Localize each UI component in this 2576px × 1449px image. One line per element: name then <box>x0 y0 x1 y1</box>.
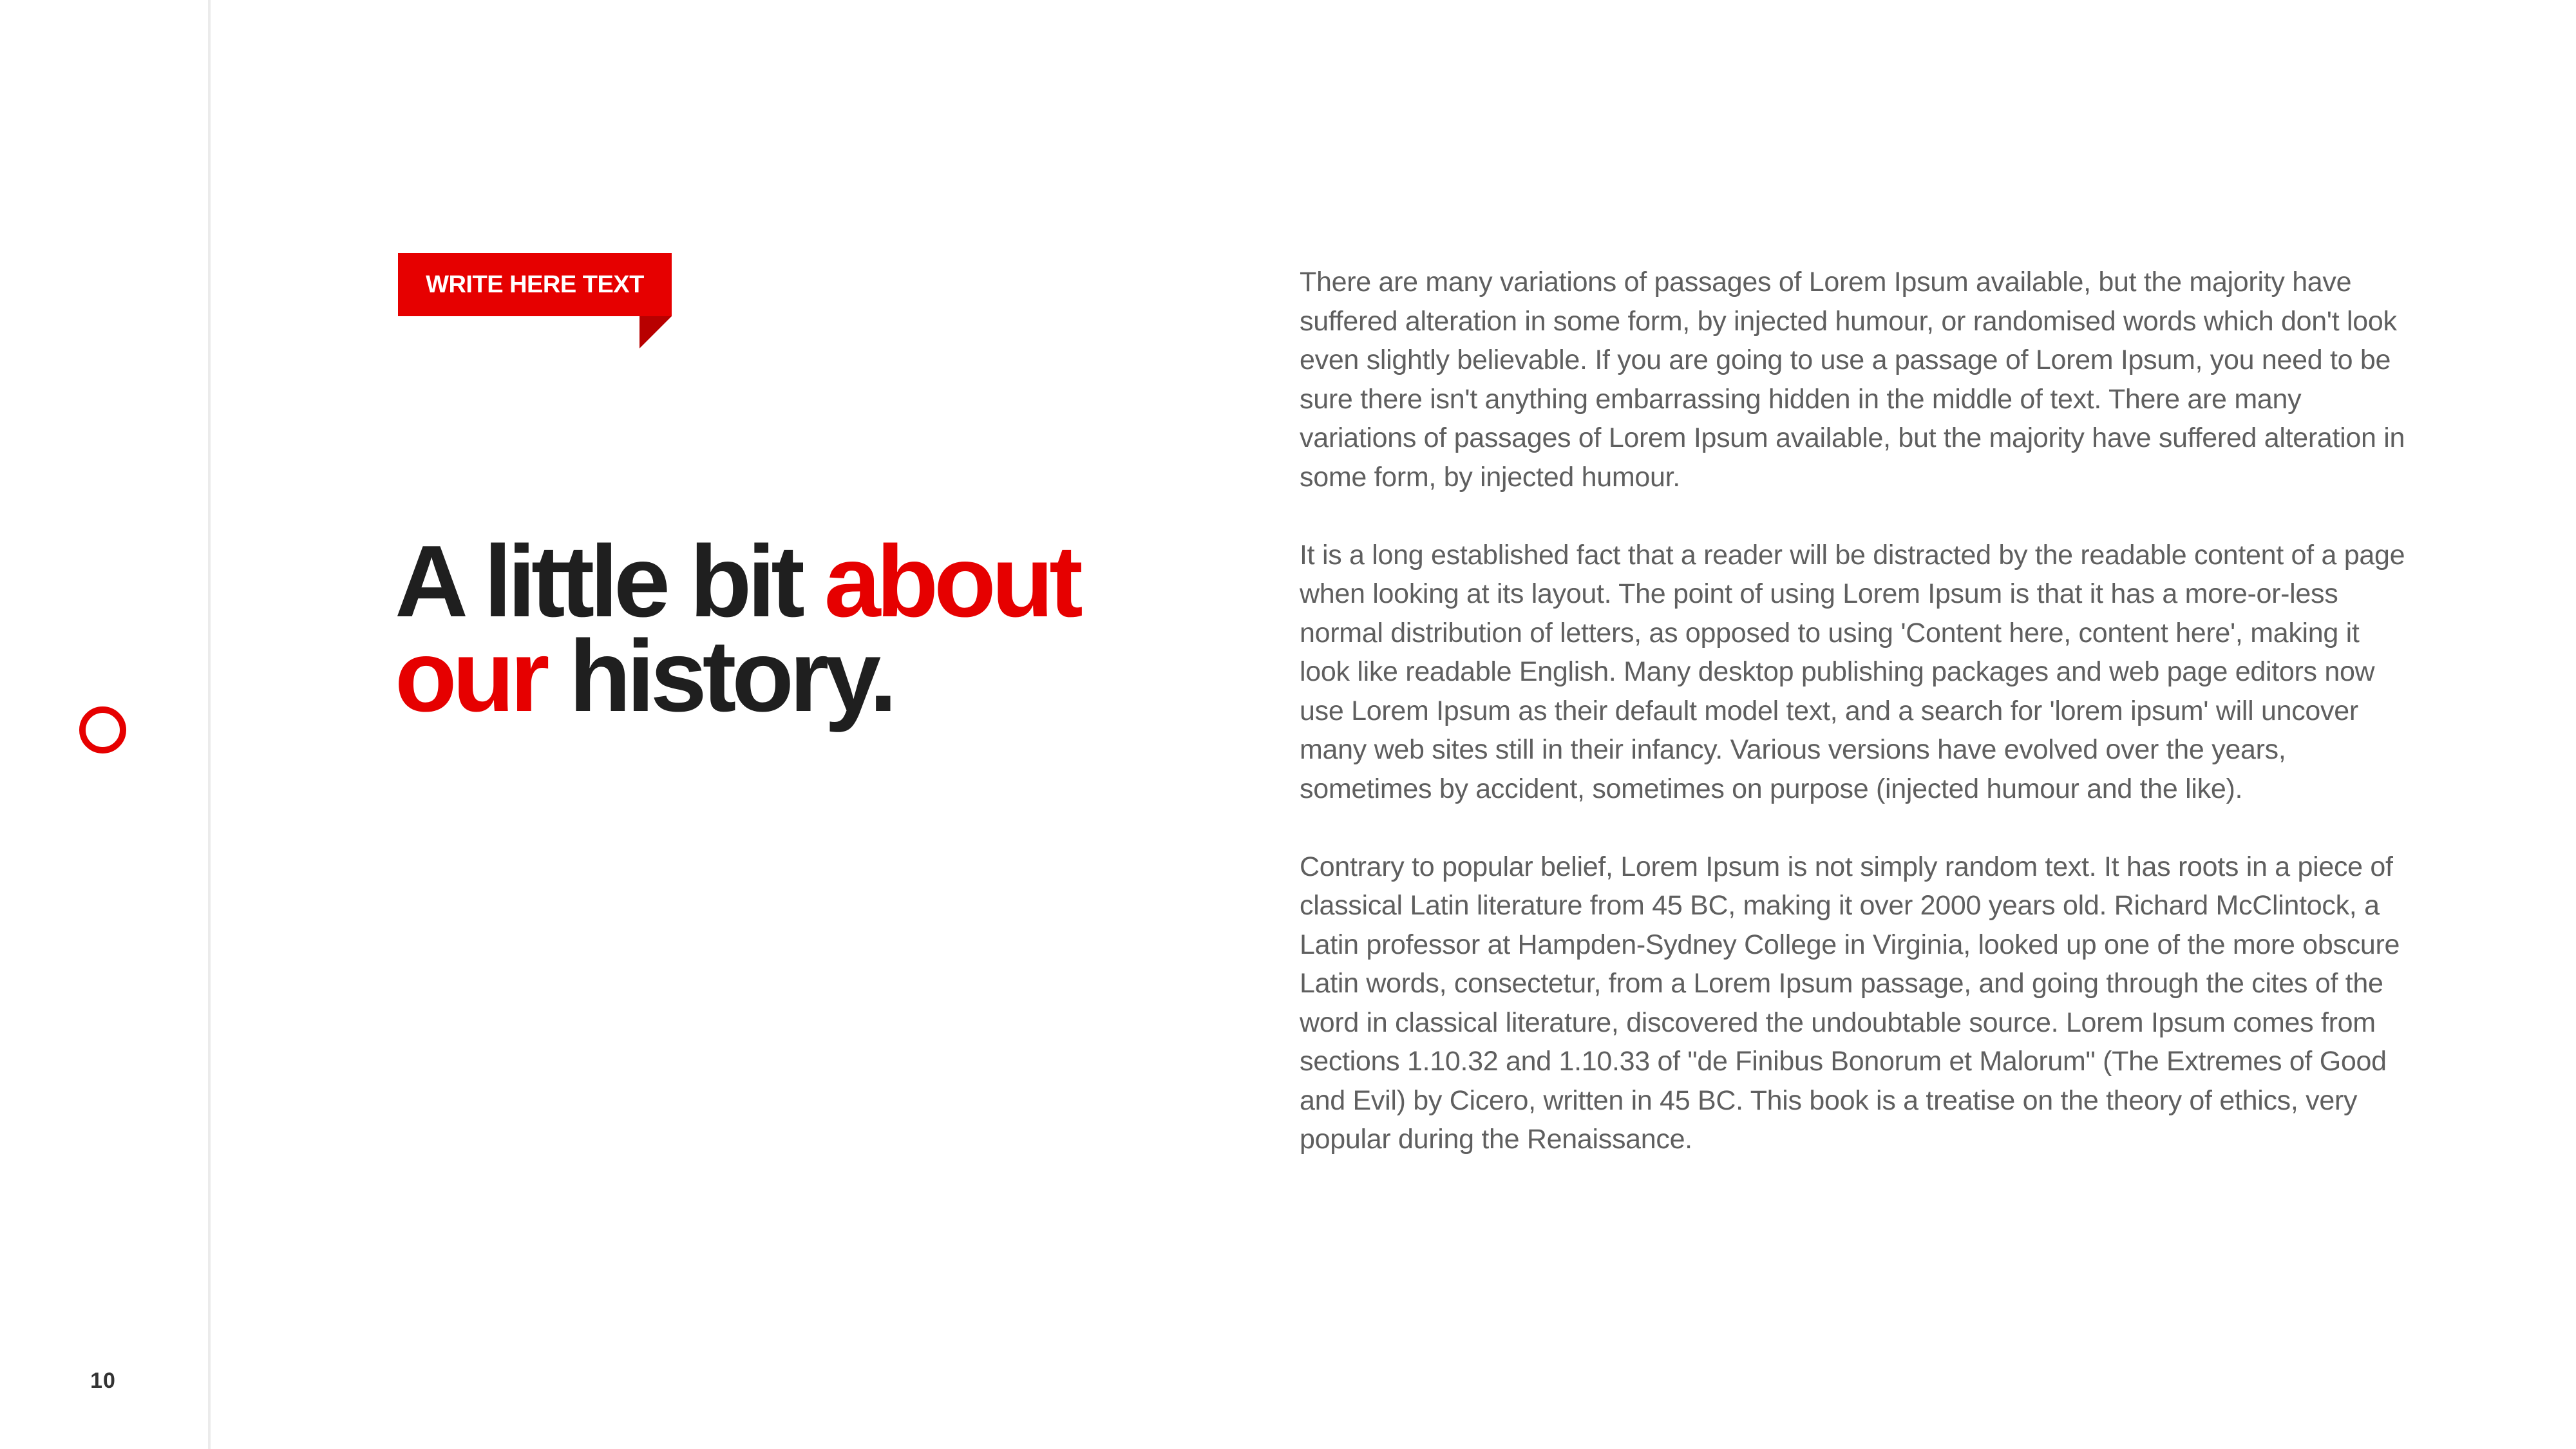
section-tag <box>398 253 672 316</box>
circle-outline-icon <box>79 706 126 753</box>
body-paragraph-2: It is a long established fact that a reader will be distracted by the readable content of a page when looking at its layout. The point of using Lorem Ipsum is that it has a more-or-less normal distribution of letters, as opposed to using 'Content here, content here', making it look like readable English. Many desktop publishing packages and web page editors now use Lorem Ipsum as their default model text, and a search for 'lorem ipsum' will uncover many web sites still in their infancy. Various versions have evolved over the years, sometimes by accident, sometimes on purpose (injected humour and the like). <box>1300 539 2405 804</box>
body-paragraph-3: Contrary to popular belief, Lorem Ipsum is not simply random text. It has roots in a piece of classical Latin literature from 45 BC, making it over 2000 years old. Richard McClintock, a Latin professor at Hampden-Sydney College in Virginia, looked up one of the more obscure Latin words, consectetur, from a Lorem Ipsum passage, and going through the cites of the word in classical literature, discovered the undoubtable source. Lorem Ipsum comes from sections 1.10.32 and 1.10.33 of "de Finibus Bonorum et Malorum" (The Extremes of Good and Evil) by Cicero, written in 45 BC. This book is a treatise on the theory of ethics, very popular during the Renaissance. <box>1300 851 2400 1155</box>
title-accent-about: about <box>824 525 1079 638</box>
section-tag-label: WRITE HERE TEXT <box>426 270 644 298</box>
title-part-1: A little bit <box>395 525 824 638</box>
tag-fold-shape <box>639 316 672 348</box>
title-accent-our: our <box>395 620 545 733</box>
sidebar-divider <box>208 0 211 1449</box>
page-number: 10 <box>90 1368 116 1393</box>
title-part-4: history. <box>545 620 893 733</box>
body-paragraph-1: There are many variations of passages of Lorem Ipsum available, but the majority have suffered alteration in some form, by injected humour, or randomised words which don't look even slightly believable. If you are going to use a passage of Lorem Ipsum, you need to be sure there isn't anything embarrassing hidden in the middle of text. There are many variations of passages of Lorem Ipsum available, but the majority have suffered alteration in some form, by injected humour. <box>1300 267 2405 493</box>
page-title <box>395 525 1200 733</box>
body-text <box>1300 263 2407 1198</box>
